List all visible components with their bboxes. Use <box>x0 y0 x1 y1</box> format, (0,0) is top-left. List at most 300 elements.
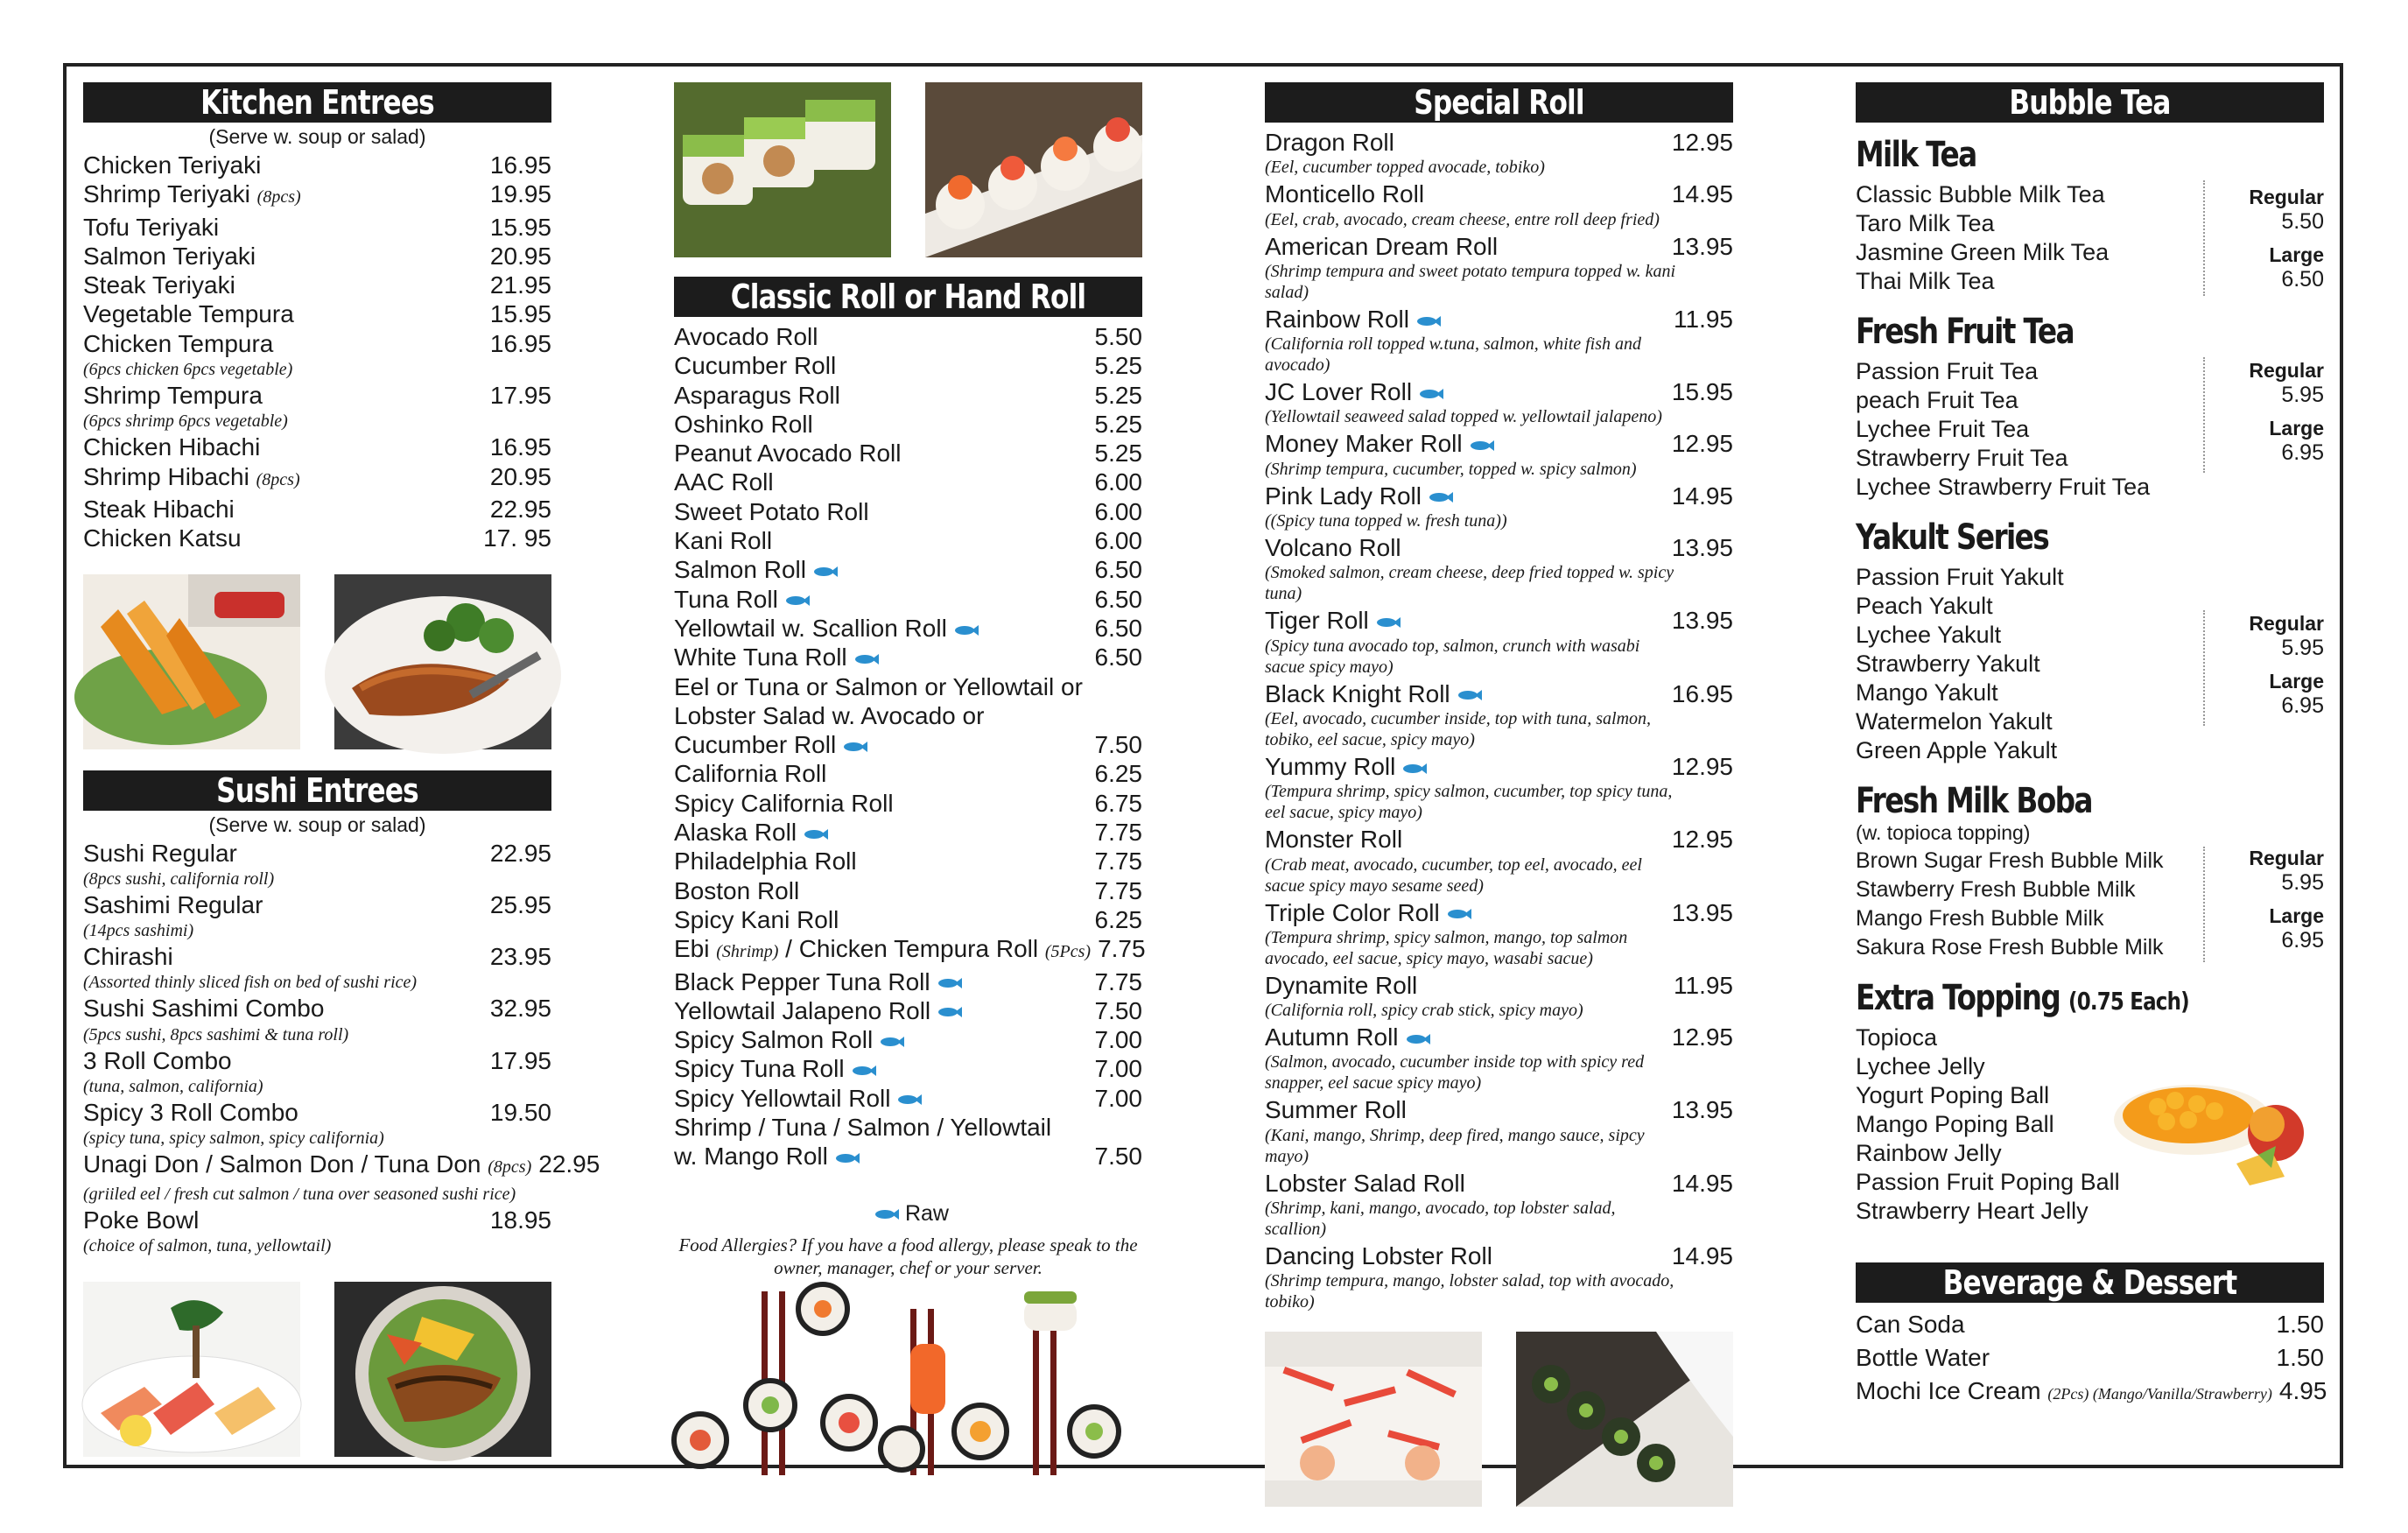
item-price: 15.95 <box>489 213 551 241</box>
item-name-wrap <box>674 759 1088 788</box>
item-note: (Eel, cucumber topped avocade, tobiko) <box>1265 158 1545 178</box>
item-price: 17.95 <box>489 1046 551 1074</box>
item-price: 16.95 <box>1671 679 1733 707</box>
item-note: (California roll topped w.tuna, salmon, white fish and avocado) <box>1265 334 1642 376</box>
item-name: Black Pepper Tuna Roll <box>674 967 930 995</box>
menu-item <box>1265 679 1733 708</box>
milk-large-price: 6.50 <box>2281 267 2324 292</box>
item-price: 6.25 <box>1094 905 1142 933</box>
menu-item <box>83 942 551 971</box>
fish-icon <box>897 1093 922 1106</box>
menu-item <box>83 1046 551 1075</box>
kitchen-photos <box>83 574 551 749</box>
menu-item <box>1265 128 1733 157</box>
item-name: Sweet Potato Roll <box>674 497 869 525</box>
menu-item <box>1265 179 1733 208</box>
item-name: Bottle Water <box>1856 1344 1990 1371</box>
item-note: (Yellowtail seaweed salad topped w. yellowtail jalapeno) <box>1265 407 1662 427</box>
boba-sizes <box>2203 847 2324 962</box>
fish-icon <box>813 566 838 578</box>
item-name-wrap <box>1856 1308 2270 1341</box>
menu-item <box>83 495 551 524</box>
item-note: (Crab meat, avocado, cucumber, top eel, avocado, eel sacue spicy mayo sesame seed) <box>1265 854 1642 896</box>
item-name: Unagi Don / Salmon Don / Tuna Don <box>83 1150 481 1178</box>
item-name-wrap <box>674 876 1088 905</box>
item-name: Chicken Teriyaki <box>83 151 262 179</box>
menu-item <box>1856 1197 2324 1226</box>
item-name: Shrimp Hibachi <box>83 462 249 490</box>
item-name: Dynamite Roll <box>1265 971 1418 999</box>
boba-subtitle: (w. topioca topping) <box>1856 821 2031 844</box>
milk-tea-group <box>1856 180 2324 296</box>
item-name: Pink Lady Roll <box>1265 482 1422 510</box>
item-price: 32.95 <box>489 995 551 1023</box>
menu-item <box>674 322 1142 351</box>
menu-item <box>674 614 1142 643</box>
item-name-wrap <box>674 996 1088 1025</box>
item-name: Tofu Teriyaki <box>83 213 220 241</box>
item-price: 20.95 <box>489 462 551 490</box>
item-name: Spicy Tuna Roll <box>674 1055 845 1083</box>
item-name-wrap <box>83 890 483 919</box>
item-price: 13.95 <box>1671 898 1733 926</box>
fish-icon <box>785 594 810 607</box>
menu-item <box>674 1142 1142 1171</box>
column-special <box>1265 82 1733 1528</box>
item-name: Peach Yakult <box>1856 593 1993 619</box>
menu-item <box>674 967 1142 996</box>
item-price: 12.95 <box>1671 752 1733 780</box>
bubble-header-bar <box>1856 82 2324 123</box>
menu-item <box>1265 1095 1733 1124</box>
item-name: Spicy Salmon Roll <box>674 1026 874 1054</box>
yakult-group <box>1856 563 2324 765</box>
item-name: Chicken Katsu <box>83 524 242 552</box>
fish-icon <box>1429 491 1453 503</box>
menu-item <box>83 524 551 552</box>
item-price: 19.50 <box>489 1099 551 1127</box>
item-name: Thai Milk Tea <box>1856 268 1995 294</box>
item-name-wrap <box>1265 128 1665 157</box>
item-name: Lychee Yakult <box>1856 622 2002 648</box>
special-photos <box>1265 1332 1733 1507</box>
item-price: 7.00 <box>1094 1055 1142 1083</box>
item-name-wrap <box>674 497 1088 526</box>
item-name: Lychee Strawberry Fruit Tea <box>1856 474 2151 500</box>
menu-item <box>674 381 1142 410</box>
fish-icon <box>1376 616 1401 629</box>
item-name-wrap <box>83 213 483 242</box>
menu-item <box>83 462 551 495</box>
item-note: (Tempura shrimp, spicy salmon, mango, top salmon avocado, eel sacue, spicy mayo, wasabi sacue) <box>1265 927 1628 968</box>
item-name: Yellowtail Jalapeno Roll <box>674 996 931 1024</box>
menu-item <box>674 497 1142 526</box>
item-name: Spicy Yellowtail Roll <box>674 1084 891 1112</box>
item-note: (6pcs chicken 6pcs vegetable) <box>83 360 293 380</box>
menu-item <box>674 468 1142 496</box>
item-price: 6.50 <box>1094 643 1142 672</box>
item-name: Salmon Teriyaki <box>83 242 256 270</box>
menu-item <box>674 730 1142 759</box>
item-name: Yogurt Poping Ball <box>1856 1082 2050 1108</box>
item-price: 13.95 <box>1671 607 1733 635</box>
column-classic <box>674 82 1146 1484</box>
item-name-wrap <box>674 322 1088 351</box>
item-name-wrap <box>674 585 1088 614</box>
item-name: White Tuna Roll <box>674 643 847 672</box>
menu-item <box>83 179 551 212</box>
item-name-wrap <box>674 934 1091 967</box>
item-name-wrap <box>1856 1375 2272 1410</box>
fish-icon <box>1457 689 1482 701</box>
item-name: Brown Sugar Fresh Bubble Milk <box>1856 848 2164 873</box>
item-name: AAC Roll <box>674 468 774 496</box>
item-name: Ebi <box>674 935 710 963</box>
classic-photos <box>674 82 1142 257</box>
item-note: (choice of salmon, tuna, yellowtail) <box>83 1235 332 1255</box>
kitchen-title: Kitchen Entrees <box>125 82 509 123</box>
item-name: Tuna Roll <box>674 585 778 613</box>
milk-tea-title: Milk Tea <box>1856 135 1976 175</box>
menu-item <box>674 876 1142 905</box>
item-name: Lobster Salad Roll <box>1265 1169 1465 1197</box>
item-price: 16.95 <box>489 433 551 461</box>
item-note: (Shrimp, kani, mango, avocado, top lobster salad, scallion) <box>1265 1199 1616 1240</box>
item-name: Asparagus Roll <box>674 381 840 409</box>
item-price: 6.00 <box>1094 497 1142 525</box>
item-name-wrap <box>1265 606 1665 635</box>
item-price: 5.25 <box>1094 410 1142 438</box>
item-price: 12.95 <box>1671 826 1733 854</box>
menu-item <box>83 1206 551 1234</box>
item-name-wrap <box>1265 1169 1665 1198</box>
menu-item <box>674 1113 1142 1142</box>
item-name: Yummy Roll <box>1265 752 1396 780</box>
item-name: Shrimp Teriyaki <box>83 180 250 208</box>
menu-item <box>674 701 1142 730</box>
menu-item <box>1856 563 2324 592</box>
item-price: 5.25 <box>1094 352 1142 380</box>
item-name-wrap <box>83 495 483 524</box>
menu-item <box>1856 1023 2324 1052</box>
sushi-title: Sushi Entrees <box>125 770 509 811</box>
menu-item <box>1856 1341 2324 1375</box>
item-name-wrap <box>83 151 483 179</box>
item-price: 12.95 <box>1671 430 1733 458</box>
item-name-wrap <box>1265 482 1665 510</box>
kitchen-list <box>83 151 551 553</box>
item-note: (Salmon, avocado, cucumber inside top with spicy red snapper, eel sacue spicy mayo) <box>1265 1052 1645 1093</box>
item-price: 7.00 <box>1094 1084 1142 1112</box>
item-price: 6.50 <box>1094 585 1142 613</box>
item-name: Kani Roll <box>674 527 773 555</box>
fish-icon <box>1406 1033 1430 1045</box>
fruit-sizes <box>2203 357 2324 473</box>
item-price: 6.50 <box>1094 614 1142 642</box>
item-price: 1.50 <box>2276 1311 2324 1338</box>
fruit-large-label: Large <box>2269 417 2324 440</box>
item-name-wrap <box>83 179 483 212</box>
milk-regular-price: 5.50 <box>2281 209 2324 234</box>
item-name: Cucumber Roll <box>674 731 837 759</box>
item-price: 5.50 <box>1094 323 1142 350</box>
item-tag: (8pcs) <box>256 187 301 207</box>
item-price: 13.95 <box>1671 534 1733 562</box>
menu-item <box>1265 533 1733 562</box>
special-title: Special Roll <box>1307 82 1691 123</box>
menu-item <box>1856 1308 2324 1341</box>
item-name: Classic Bubble Milk Tea <box>1856 181 2105 207</box>
item-price: 21.95 <box>489 271 551 299</box>
topping-title-text: Extra Topping <box>1856 978 2060 1018</box>
fish-icon <box>835 1152 860 1164</box>
item-name-wrap <box>83 524 476 552</box>
item-name: Autumn Roll <box>1265 1023 1399 1051</box>
item-price: 6.75 <box>1094 789 1142 817</box>
item-name-wrap <box>674 468 1088 496</box>
menu-item <box>1265 1169 1733 1198</box>
item-price: 25.95 <box>489 890 551 918</box>
fish-icon <box>854 653 879 665</box>
item-name: Oshinko Roll <box>674 410 813 438</box>
menu-item <box>83 299 551 328</box>
menu-item <box>83 271 551 299</box>
item-name-wrap <box>1265 1095 1665 1124</box>
menu-item <box>83 839 551 868</box>
item-name-wrap <box>674 555 1088 584</box>
item-note: (spicy tuna, spicy salmon, spicy california) <box>83 1129 384 1149</box>
item-name-wrap <box>674 439 1088 468</box>
item-price: 16.95 <box>489 329 551 357</box>
item-name: Philadelphia Roll <box>674 847 857 875</box>
sushi-list <box>83 839 600 1257</box>
item-name: Peanut Avocado Roll <box>674 440 902 468</box>
menu-item <box>674 585 1142 614</box>
poke-photo <box>334 1282 551 1457</box>
allergy-note: Food Allergies? If you have a food allergy, please speak to the owner, manager, chef or your server. <box>678 1234 1138 1278</box>
item-name-wrap <box>674 701 1135 730</box>
boba-large-label: Large <box>2269 904 2324 927</box>
fruit-tea-title: Fresh Fruit Tea <box>1856 312 2074 352</box>
menu-item <box>83 242 551 271</box>
menu-item <box>674 351 1142 380</box>
item-name-wrap <box>83 839 483 868</box>
menu-item <box>1856 736 2324 765</box>
item-name: Lychee Fruit Tea <box>1856 416 2030 442</box>
item-name: Money Maker Roll <box>1265 430 1463 458</box>
beverage-header-bar <box>1856 1262 2324 1303</box>
item-price: 13.95 <box>1671 1096 1733 1124</box>
item-name: Passion Fruit Tea <box>1856 358 2039 384</box>
item-name-2: / Chicken Tempura Roll <box>778 935 1039 963</box>
item-name: Dancing Lobster Roll <box>1265 1242 1492 1270</box>
sushi-subtitle: (Serve w. soup or salad) <box>208 812 426 836</box>
menu-item <box>1856 1375 2327 1410</box>
item-price: 6.25 <box>1094 760 1142 788</box>
item-price: 7.75 <box>1094 847 1142 875</box>
menu-item <box>674 1025 1142 1054</box>
topping-group <box>1856 1023 2324 1226</box>
item-note: (tuna, salmon, california) <box>83 1077 263 1097</box>
item-price: 7.75 <box>1094 876 1142 904</box>
item-name-wrap <box>674 614 1088 643</box>
item-name: Mango Poping Ball <box>1856 1111 2054 1137</box>
item-name-wrap <box>83 462 483 495</box>
column-kitchen-sushi <box>83 82 600 1478</box>
menu-item <box>674 643 1142 672</box>
item-name: Shrimp Tempura <box>83 382 263 410</box>
item-note: (6pcs shrimp 6pcs vegetable) <box>83 411 288 432</box>
item-price: 7.50 <box>1094 731 1142 759</box>
fish-icon <box>874 1208 899 1220</box>
item-tag: (8pcs) <box>256 469 300 489</box>
menu-item <box>1265 825 1733 854</box>
menu-item <box>674 789 1142 818</box>
item-price: 5.25 <box>1094 440 1142 468</box>
item-price: 5.25 <box>1094 381 1142 409</box>
item-name-wrap <box>674 789 1088 818</box>
item-note: (Shrimp tempura, cucumber, topped w. spicy salmon) <box>1265 459 1637 479</box>
topping-title <box>1856 978 2240 1018</box>
item-name-wrap <box>674 526 1088 555</box>
menu-item <box>674 672 1142 701</box>
item-price: 7.75 <box>1098 935 1146 963</box>
menu-item <box>674 410 1142 439</box>
yakult-regular-price: 5.95 <box>2281 636 2324 660</box>
item-name-wrap <box>1265 305 1667 334</box>
item-name-wrap <box>674 351 1088 380</box>
kitchen-header-bar <box>83 82 551 123</box>
item-name: JC Lover Roll <box>1265 378 1413 406</box>
yakult-title: Yakult Series <box>1856 517 2049 558</box>
menu-item <box>1265 1023 1733 1051</box>
crab-roll-photo <box>1265 1332 1482 1507</box>
item-note: (Smoked salmon, cream cheese, deep fried topped w. spicy tuna) <box>1265 563 1674 604</box>
milk-sizes <box>2203 180 2324 296</box>
item-name-wrap <box>1265 679 1665 708</box>
fish-icon <box>1416 315 1441 327</box>
menu-item <box>83 890 551 919</box>
item-price: 6.00 <box>1094 468 1142 496</box>
fish-icon <box>1402 763 1427 775</box>
item-note: (Spicy tuna avocado top, salmon, crunch with wasabi sacue spicy mayo) <box>1265 636 1640 677</box>
item-name-wrap <box>674 410 1088 439</box>
yakult-regular-label: Regular <box>2249 612 2324 635</box>
menu-item <box>674 1054 1142 1083</box>
sushi-photos <box>83 1282 551 1457</box>
item-price: 17. 95 <box>483 524 551 552</box>
menu-item <box>674 905 1142 934</box>
item-name-wrap <box>83 242 483 271</box>
item-name-wrap <box>83 942 483 971</box>
beverage-list <box>1856 1308 2327 1410</box>
fish-icon <box>937 977 962 989</box>
item-name: Poke Bowl <box>83 1206 200 1234</box>
item-name-wrap <box>83 329 483 358</box>
menu-item <box>83 381 551 410</box>
classic-list <box>674 322 1146 1171</box>
classic-title: Classic Roll or Hand Roll <box>716 277 1100 317</box>
fish-icon <box>843 741 867 753</box>
item-tag: (8pcs) <box>488 1157 532 1178</box>
item-name: Black Knight Roll <box>1265 679 1450 707</box>
item-name-wrap <box>1265 1023 1665 1051</box>
item-name-wrap <box>83 271 483 299</box>
item-name-wrap <box>674 1054 1088 1083</box>
item-name-wrap <box>83 994 483 1023</box>
item-name: Triple Color Roll <box>1265 898 1440 926</box>
classic-header-bar <box>674 277 1142 317</box>
menu-item <box>1265 429 1733 458</box>
item-name: Cucumber Roll <box>674 352 837 380</box>
special-list <box>1265 128 1733 1312</box>
menu-item <box>674 1084 1142 1113</box>
item-price: 6.50 <box>1094 556 1142 584</box>
item-tag-2: (5Pcs) <box>1044 942 1092 962</box>
item-name: Sakura Rose Fresh Bubble Milk <box>1856 935 2164 960</box>
item-price: 6.00 <box>1094 527 1142 555</box>
menu-item <box>674 759 1142 788</box>
item-name: Mango Yakult <box>1856 679 1998 706</box>
item-price: 19.95 <box>489 180 551 208</box>
item-price: 22.95 <box>538 1150 600 1178</box>
item-name: w. Mango Roll <box>674 1143 828 1171</box>
item-name-wrap <box>1265 971 1667 1000</box>
item-name: Passion Fruit Poping Ball <box>1856 1169 2120 1195</box>
fish-icon <box>1470 440 1494 452</box>
item-name-wrap <box>674 847 1088 875</box>
item-name: Mango Fresh Bubble Milk <box>1856 906 2104 931</box>
item-name: Lobster Salad w. Avocado or <box>674 701 985 729</box>
roll-photo-1 <box>674 82 891 257</box>
item-name: Spicy 3 Roll Combo <box>83 1099 298 1127</box>
menu-item <box>83 994 551 1023</box>
item-name-wrap <box>1856 1341 2270 1375</box>
item-price: 18.95 <box>489 1206 551 1234</box>
menu-item <box>1265 971 1733 1000</box>
item-price: 1.50 <box>2276 1344 2324 1371</box>
item-name: Yellowtail w. Scallion Roll <box>674 614 947 642</box>
item-name-wrap <box>1265 377 1665 406</box>
dark-roll-photo <box>1516 1332 1733 1507</box>
item-note: (Eel, crab, avocado, cream cheese, entre roll deep fried) <box>1265 209 1660 229</box>
item-name-wrap <box>83 1098 483 1127</box>
item-tag: (2Pcs) (Mango/Vanilla/Strawberry) <box>2047 1385 2272 1403</box>
item-name-wrap <box>1265 898 1665 927</box>
item-note: (Shrimp tempura and sweet potato tempura topped w. kani salad) <box>1265 261 1676 302</box>
item-tag: (Shrimp) <box>716 942 779 962</box>
item-name: Watermelon Yakult <box>1856 708 2053 735</box>
item-name: Vegetable Tempura <box>83 300 294 328</box>
item-name: Stawberry Fresh Bubble Milk <box>1856 877 2136 902</box>
item-name-wrap <box>674 1113 1135 1142</box>
fruit-regular-price: 5.95 <box>2281 383 2324 407</box>
menu-item <box>674 526 1142 555</box>
item-name: Tiger Roll <box>1265 607 1369 635</box>
raw-label: Raw <box>904 1200 949 1226</box>
item-name-wrap <box>674 1142 1088 1171</box>
yakult-sizes <box>2203 610 2324 726</box>
menu-item <box>674 439 1142 468</box>
item-name-wrap <box>83 381 483 410</box>
item-name: Chirashi <box>83 943 173 971</box>
item-name-wrap <box>674 730 1088 759</box>
sushi-chopsticks-photo <box>674 1283 1142 1484</box>
item-price: 7.75 <box>1094 967 1142 995</box>
menu-item <box>1265 232 1733 261</box>
item-name: Dragon Roll <box>1265 129 1394 156</box>
item-price: 15.95 <box>1671 378 1733 406</box>
